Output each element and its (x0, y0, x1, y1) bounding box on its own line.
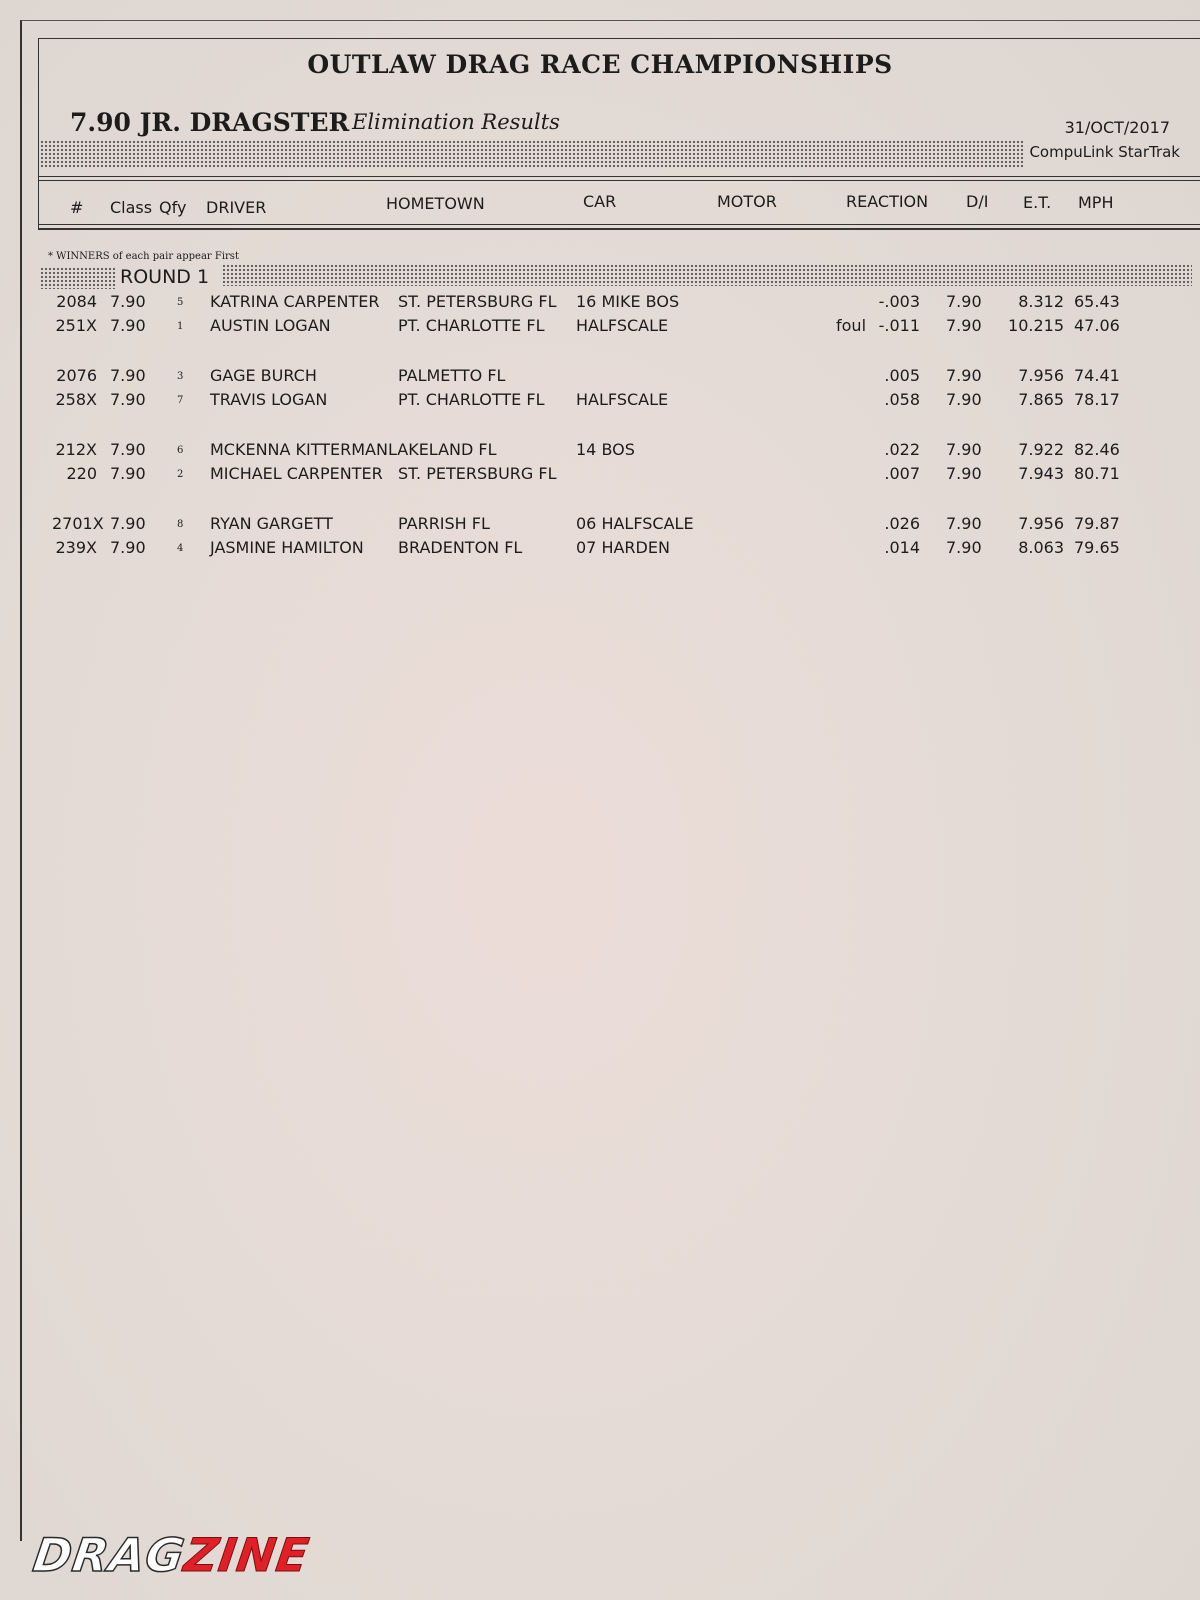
cell-foul: foul (836, 316, 867, 335)
cell-qfy: 3 (177, 371, 184, 382)
cell-qfy: 5 (177, 297, 184, 308)
cell-driver: RYAN GARGETT (210, 514, 333, 533)
cell-reaction: .005 (884, 366, 920, 385)
header-divider (38, 176, 1200, 177)
table-row (0, 292, 1200, 316)
dragzine-logo (29, 1528, 313, 1582)
cell-class: 7.90 (110, 316, 146, 335)
cell-car: HALFSCALE (576, 316, 669, 335)
cell-class: 7.90 (110, 514, 146, 533)
cell-hometown: BRADENTON FL (398, 538, 523, 557)
cell-driver: TRAVIS LOGAN (210, 390, 328, 409)
cell-num: 2701X (52, 514, 104, 533)
cell-reaction: -.003 (878, 292, 920, 311)
cell-class: 7.90 (110, 464, 146, 483)
col-et: E.T. (1023, 193, 1052, 212)
cell-driver: MICHAEL CARPENTER (210, 464, 383, 483)
cell-class: 7.90 (110, 440, 146, 459)
cell-et: 8.312 (1018, 292, 1064, 311)
cell-et: 7.922 (1018, 440, 1064, 459)
column-header-divider (38, 224, 1200, 225)
cell-hometown: PT. CHARLOTTE FL (398, 316, 545, 335)
cell-car: 16 MIKE BOS (576, 292, 680, 311)
cell-reaction: -.011 (878, 316, 920, 335)
col-num: # (70, 198, 84, 217)
cell-driver: AUSTIN LOGAN (210, 316, 331, 335)
cell-di: 7.90 (946, 464, 982, 483)
cell-di: 7.90 (946, 390, 982, 409)
cell-num: 258X (55, 390, 97, 409)
cell-num: 239X (55, 538, 97, 557)
cell-qfy: 4 (177, 543, 184, 554)
table-row (0, 538, 1200, 562)
col-reaction: REACTION (846, 192, 929, 211)
cell-et: 10.215 (1008, 316, 1064, 335)
cell-qfy: 8 (177, 519, 184, 530)
cell-mph: 47.06 (1074, 316, 1120, 335)
header-dot-band (40, 140, 1025, 168)
cell-num: 251X (55, 316, 97, 335)
championship-title: OUTLAW DRAG RACE CHAMPIONSHIPS (307, 50, 893, 79)
cell-reaction: .026 (884, 514, 920, 533)
timing-system: CompuLink StarTrak (1029, 143, 1180, 161)
cell-qfy: 2 (177, 469, 184, 480)
table-row (0, 514, 1200, 538)
cell-di: 7.90 (946, 440, 982, 459)
results-subtitle: Elimination Results (352, 110, 560, 134)
cell-et: 8.063 (1018, 538, 1064, 557)
results-sheet (20, 20, 1200, 1541)
cell-qfy: 7 (177, 395, 184, 406)
cell-reaction: .014 (884, 538, 920, 557)
cell-mph: 82.46 (1074, 440, 1120, 459)
col-mph: MPH (1078, 193, 1114, 212)
cell-qfy: 6 (177, 445, 184, 456)
event-title: 7.90 JR. DRAGSTER (70, 108, 350, 137)
cell-hometown: ST. PETERSBURG FL (398, 292, 557, 311)
cell-num: 2076 (56, 366, 97, 385)
cell-di: 7.90 (946, 538, 982, 557)
round-label: ROUND 1 (120, 266, 210, 288)
cell-driver: GAGE BURCH (210, 366, 317, 385)
cell-et: 7.956 (1018, 366, 1064, 385)
cell-num: 220 (66, 464, 97, 483)
cell-driver: MCKENNA KITTERMANLAKELAND FL (210, 440, 497, 459)
cell-di: 7.90 (946, 514, 982, 533)
cell-qfy: 1 (177, 321, 184, 332)
col-qfy: Qfy (159, 198, 187, 217)
cell-et: 7.943 (1018, 464, 1064, 483)
cell-reaction: .022 (884, 440, 920, 459)
cell-hometown: PARRISH FL (398, 514, 490, 533)
cell-reaction: .007 (884, 464, 920, 483)
cell-car: 07 HARDEN (576, 538, 670, 557)
winners-note: * WINNERS of each pair appear First (48, 251, 239, 262)
table-row (0, 316, 1200, 340)
col-di: D/I (966, 192, 989, 211)
cell-hometown: PALMETTO FL (398, 366, 506, 385)
cell-hometown: ST. PETERSBURG FL (398, 464, 557, 483)
header-divider-2 (38, 180, 1200, 181)
cell-et: 7.865 (1018, 390, 1064, 409)
cell-mph: 74.41 (1074, 366, 1120, 385)
round-dot-band-right (222, 264, 1192, 286)
logo-zine: ZINE (180, 1528, 313, 1582)
cell-car: 14 BOS (576, 440, 635, 459)
cell-num: 2084 (56, 292, 97, 311)
table-row (0, 440, 1200, 464)
cell-et: 7.956 (1018, 514, 1064, 533)
cell-di: 7.90 (946, 292, 982, 311)
col-motor: MOTOR (717, 192, 777, 211)
cell-reaction: .058 (884, 390, 920, 409)
col-car: CAR (583, 192, 617, 211)
col-driver: DRIVER (206, 198, 267, 217)
cell-class: 7.90 (110, 390, 146, 409)
column-header-divider-2 (38, 228, 1200, 229)
cell-mph: 79.65 (1074, 538, 1120, 557)
cell-mph: 80.71 (1074, 464, 1120, 483)
cell-car: HALFSCALE (576, 390, 669, 409)
table-row (0, 464, 1200, 488)
cell-mph: 65.43 (1074, 292, 1120, 311)
cell-hometown: PT. CHARLOTTE FL (398, 390, 545, 409)
col-class: Class (110, 198, 153, 217)
cell-mph: 78.17 (1074, 390, 1120, 409)
table-row (0, 390, 1200, 414)
cell-car: 06 HALFSCALE (576, 514, 694, 533)
cell-class: 7.90 (110, 538, 146, 557)
cell-di: 7.90 (946, 316, 982, 335)
cell-mph: 79.87 (1074, 514, 1120, 533)
event-date: 31/OCT/2017 (1064, 118, 1170, 137)
col-hometown: HOMETOWN (386, 194, 485, 213)
round-dot-band-left (40, 267, 116, 289)
cell-driver: KATRINA CARPENTER (210, 292, 380, 311)
table-row (0, 366, 1200, 390)
cell-di: 7.90 (946, 366, 982, 385)
cell-class: 7.90 (110, 292, 146, 311)
logo-drag: DRAG (29, 1528, 189, 1582)
cell-driver: JASMINE HAMILTON (210, 538, 364, 557)
cell-num: 212X (55, 440, 97, 459)
cell-class: 7.90 (110, 366, 146, 385)
